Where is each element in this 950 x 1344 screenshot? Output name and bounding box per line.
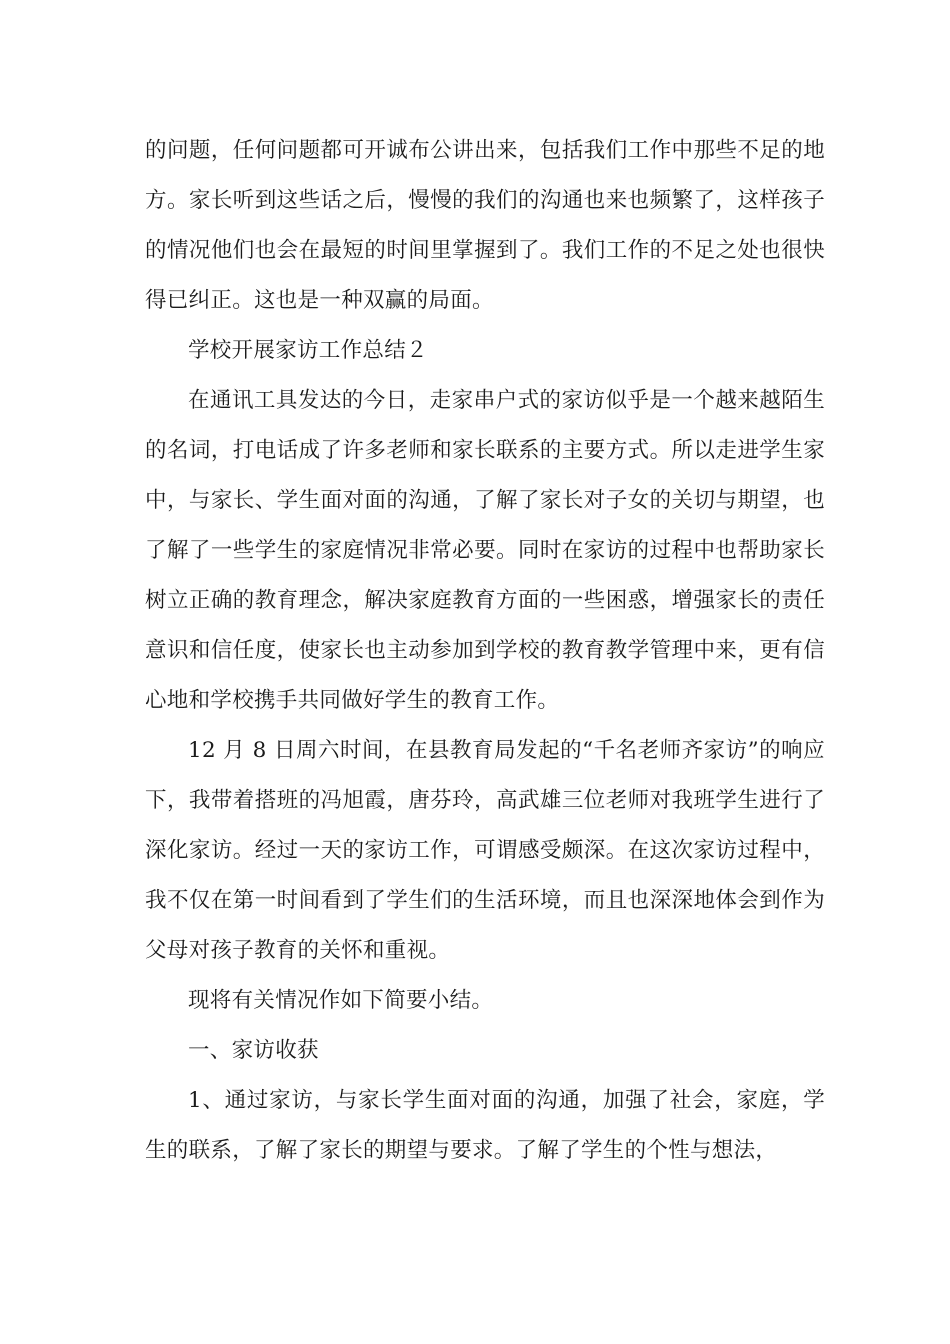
document-body: [145, 126, 825, 1176]
paragraph-visit-date: 12 月 8 日周六时间，在县教育局发起的“千名老师齐家访”的响应下，我带着搭班的冯旭霞，唐芬玲，高武雄三位老师对我班学生进行了深化家访。经过一天的家访工作，可谓感受颇深。在这次家访过程中，我不仅在第一时间看到了学生们的生活环境，而且也深深地体会到作为父母对孩子教育的关怀和重视。: [145, 738, 825, 963]
section-heading: 学校开展家访工作总结２: [188, 338, 428, 363]
paragraph-intro: 在通讯工具发达的今日，走家串户式的家访似乎是一个越来越陌生的名词，打电话成了许多老师和家长联系的主要方式。所以走进学生家中，与家长、学生面对面的沟通，了解了家长对子女的关切与期望，也了解了一些学生的家庭情况非常必要。同时在家访的过程中也帮助家长树立正确的教育理念，解决家庭教育方面的一些困惑，增强家长的责任意识和信任度，使家长也主动参加到学校的教育教学管理中来，更有信心地和学校携手共同做好学生的教育工作。: [145, 388, 825, 713]
paragraph-summary-lead: 现将有关情况作如下简要小结。: [188, 988, 494, 1013]
paragraph-continued: 的问题，任何问题都可开诚布公讲出来，包括我们工作中那些不足的地方。家长听到这些话之后，慢慢的我们的沟通也来也频繁了，这样孩子的情况他们也会在最短的时间里掌握到了。我们工作的不足之处也很快得已纠正。这也是一种双赢的局面。: [145, 138, 825, 313]
paragraph-gain-1: 1、通过家访，与家长学生面对面的沟通，加强了社会，家庭，学生的联系，了解了家长的期望与要求。了解了学生的个性与想法，: [145, 1088, 825, 1163]
subheading-gains: 一、家访收获: [188, 1038, 319, 1063]
